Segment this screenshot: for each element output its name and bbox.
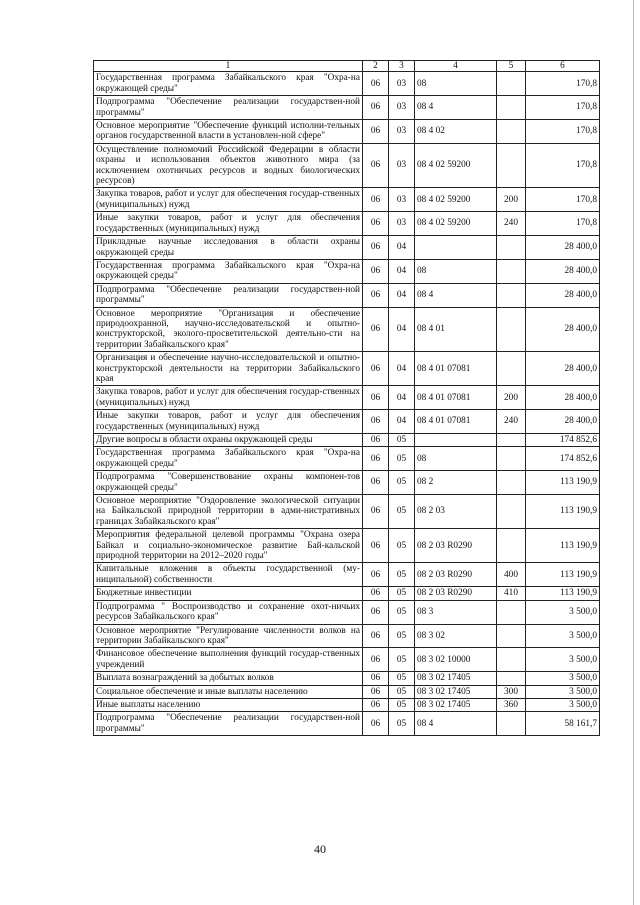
row-subsection-cell: 03 <box>389 120 415 144</box>
page-edge <box>633 0 634 905</box>
row-target-article-cell: 08 4 02 59200 <box>415 143 497 188</box>
table-row <box>94 624 600 648</box>
row-expense-type-cell <box>497 72 526 96</box>
row-target-article-cell: 08 2 03 <box>415 495 497 529</box>
row-name-cell: Государственная программа Забайкальского края "Охра-на окружающей среды" <box>94 447 363 471</box>
page-number: 40 <box>314 842 326 856</box>
row-expense-type-cell <box>497 283 526 307</box>
row-section-cell: 06 <box>363 648 389 672</box>
row-name-cell: Организация и обеспечение научно-исследовательской и опытно-конструкторской деятельности на территории Забайкальского края <box>94 352 363 386</box>
row-target-article-cell: 08 2 03 R0290 <box>415 529 497 563</box>
table-row <box>94 529 600 563</box>
row-section-cell: 06 <box>363 529 389 563</box>
row-name-cell: Мероприятия федеральной целевой программы "Охрана озера Байкал и социально-экономическое развитие Бай-кальской природной территории на 2012–2020 годы" <box>94 529 363 563</box>
row-subsection-cell: 05 <box>389 600 415 624</box>
table-row <box>94 143 600 188</box>
row-target-article-cell: 08 3 02 17405 <box>415 672 497 685</box>
row-name-cell: Иные закупки товаров, работ и услуг для обеспечения государственных (муниципальных) нужд <box>94 212 363 236</box>
row-amount-cell: 28 400,0 <box>526 283 600 307</box>
row-name-cell: Подпрограмма "Совершенствование охраны компонен-тов окружающей среды" <box>94 471 363 495</box>
row-target-article-cell: 08 3 <box>415 600 497 624</box>
row-expense-type-cell <box>497 648 526 672</box>
table-row <box>94 672 600 685</box>
row-expense-type-cell <box>497 712 526 736</box>
row-amount-cell: 170,8 <box>526 120 600 144</box>
row-expense-type-cell: 400 <box>497 563 526 587</box>
table-row <box>94 188 600 212</box>
table-row <box>94 386 600 410</box>
table-row <box>94 648 600 672</box>
table-row <box>94 587 600 600</box>
row-section-cell: 06 <box>363 563 389 587</box>
table-row <box>94 563 600 587</box>
row-section-cell: 06 <box>363 283 389 307</box>
row-amount-cell: 28 400,0 <box>526 352 600 386</box>
row-section-cell: 06 <box>363 672 389 685</box>
row-section-cell: 06 <box>363 212 389 236</box>
row-subsection-cell: 03 <box>389 72 415 96</box>
row-target-article-cell: 08 4 <box>415 96 497 120</box>
header-cell: 5 <box>497 61 526 72</box>
row-section-cell: 06 <box>363 307 389 352</box>
row-subsection-cell: 04 <box>389 283 415 307</box>
row-expense-type-cell: 360 <box>497 698 526 711</box>
row-name-cell: Подпрограмма "Обеспечение реализации государствен-ной программы" <box>94 283 363 307</box>
row-name-cell: Государственная программа Забайкальского края "Охра-на окружающей среды" <box>94 72 363 96</box>
row-name-cell: Основное мероприятие "Оздоровление экологической ситуации на Байкальской природной территории в адми-нистративных границах Забайкальского края" <box>94 495 363 529</box>
row-subsection-cell: 05 <box>389 648 415 672</box>
row-section-cell: 06 <box>363 352 389 386</box>
row-target-article-cell: 08 2 03 R0290 <box>415 587 497 600</box>
row-target-article-cell: 08 4 02 59200 <box>415 212 497 236</box>
row-target-article-cell: 08 4 01 <box>415 307 497 352</box>
row-expense-type-cell <box>497 672 526 685</box>
row-expense-type-cell <box>497 96 526 120</box>
row-section-cell: 06 <box>363 259 389 283</box>
row-target-article-cell <box>415 434 497 447</box>
table-row <box>94 259 600 283</box>
table-row <box>94 471 600 495</box>
row-subsection-cell: 04 <box>389 410 415 434</box>
row-target-article-cell: 08 3 02 10000 <box>415 648 497 672</box>
row-section-cell: 06 <box>363 143 389 188</box>
row-name-cell: Социальное обеспечение и иные выплаты населению <box>94 685 363 698</box>
table-row <box>94 712 600 736</box>
table-row <box>94 410 600 434</box>
row-target-article-cell: 08 4 <box>415 283 497 307</box>
row-section-cell: 06 <box>363 386 389 410</box>
header-cell: 1 <box>94 61 363 72</box>
row-subsection-cell: 05 <box>389 563 415 587</box>
row-target-article-cell: 08 2 03 R0290 <box>415 563 497 587</box>
table-header-row <box>94 61 600 72</box>
table-row <box>94 434 600 447</box>
row-subsection-cell: 04 <box>389 259 415 283</box>
row-subsection-cell: 05 <box>389 685 415 698</box>
row-section-cell: 06 <box>363 120 389 144</box>
row-expense-type-cell <box>497 236 526 260</box>
row-subsection-cell: 04 <box>389 236 415 260</box>
table-row <box>94 600 600 624</box>
table-row <box>94 212 600 236</box>
row-amount-cell: 3 500,0 <box>526 624 600 648</box>
row-subsection-cell: 05 <box>389 529 415 563</box>
row-section-cell: 06 <box>363 624 389 648</box>
table-row <box>94 495 600 529</box>
row-target-article-cell: 08 <box>415 259 497 283</box>
row-name-cell: Другие вопросы в области охраны окружающей среды <box>94 434 363 447</box>
table-row <box>94 236 600 260</box>
row-expense-type-cell <box>497 529 526 563</box>
row-target-article-cell: 08 4 01 07081 <box>415 352 497 386</box>
row-target-article-cell <box>415 236 497 260</box>
row-amount-cell: 28 400,0 <box>526 410 600 434</box>
row-amount-cell: 170,8 <box>526 72 600 96</box>
table-row <box>94 447 600 471</box>
row-section-cell: 06 <box>363 72 389 96</box>
row-subsection-cell: 03 <box>389 188 415 212</box>
row-target-article-cell: 08 2 <box>415 471 497 495</box>
row-name-cell: Основное мероприятие "Регулирование численности волков на территории Забайкальского края" <box>94 624 363 648</box>
row-amount-cell: 28 400,0 <box>526 259 600 283</box>
row-expense-type-cell <box>497 624 526 648</box>
row-amount-cell: 174 852,6 <box>526 447 600 471</box>
row-expense-type-cell <box>497 120 526 144</box>
table-row <box>94 685 600 698</box>
row-name-cell: Закупка товаров, работ и услуг для обеспечения государ-ственных (муниципальных) нужд <box>94 386 363 410</box>
row-section-cell: 06 <box>363 471 389 495</box>
header-cell: 6 <box>526 61 600 72</box>
row-subsection-cell: 03 <box>389 96 415 120</box>
row-amount-cell: 174 852,6 <box>526 434 600 447</box>
row-amount-cell: 3 500,0 <box>526 600 600 624</box>
table-row <box>94 283 600 307</box>
row-expense-type-cell <box>497 352 526 386</box>
row-expense-type-cell <box>497 259 526 283</box>
row-amount-cell: 28 400,0 <box>526 307 600 352</box>
row-name-cell: Иные выплаты населению <box>94 698 363 711</box>
row-amount-cell: 170,8 <box>526 143 600 188</box>
row-section-cell: 06 <box>363 236 389 260</box>
row-section-cell: 06 <box>363 600 389 624</box>
row-name-cell: Основное мероприятие "Организация и обеспечение природоохранной, научно-исследовательской и опытно-конструкторской, эколого-просветительской деятельно-сти на территории Забайкальского края" <box>94 307 363 352</box>
row-name-cell: Иные закупки товаров, работ и услуг для обеспечения государственных (муниципальных) нужд <box>94 410 363 434</box>
row-target-article-cell: 08 4 <box>415 712 497 736</box>
row-amount-cell: 28 400,0 <box>526 236 600 260</box>
row-subsection-cell: 05 <box>389 447 415 471</box>
row-subsection-cell: 05 <box>389 712 415 736</box>
row-amount-cell: 3 500,0 <box>526 672 600 685</box>
row-target-article-cell: 08 3 02 <box>415 624 497 648</box>
row-amount-cell: 3 500,0 <box>526 685 600 698</box>
row-name-cell: Подпрограмма "Обеспечение реализации государствен-ной программы" <box>94 96 363 120</box>
row-expense-type-cell: 200 <box>497 188 526 212</box>
row-subsection-cell: 05 <box>389 624 415 648</box>
row-amount-cell: 28 400,0 <box>526 386 600 410</box>
table-row <box>94 698 600 711</box>
row-target-article-cell: 08 <box>415 447 497 471</box>
row-amount-cell: 113 190,9 <box>526 495 600 529</box>
row-subsection-cell: 04 <box>389 307 415 352</box>
table-body <box>94 72 600 736</box>
row-amount-cell: 3 500,0 <box>526 698 600 711</box>
row-subsection-cell: 05 <box>389 434 415 447</box>
row-subsection-cell: 05 <box>389 672 415 685</box>
row-section-cell: 06 <box>363 447 389 471</box>
row-amount-cell: 170,8 <box>526 188 600 212</box>
row-section-cell: 06 <box>363 410 389 434</box>
row-name-cell: Основное мероприятие "Обеспечение функций исполни-тельных органов государственной власти в установлен-ной сфере" <box>94 120 363 144</box>
row-name-cell: Подпрограмма " Воспроизводство и сохранение охот-ничьих ресурсов Забайкальского края" <box>94 600 363 624</box>
row-name-cell: Выплата вознаграждений за добытых волков <box>94 672 363 685</box>
table-row <box>94 96 600 120</box>
row-expense-type-cell: 300 <box>497 685 526 698</box>
row-amount-cell: 170,8 <box>526 212 600 236</box>
row-target-article-cell: 08 4 01 07081 <box>415 410 497 434</box>
row-subsection-cell: 05 <box>389 495 415 529</box>
row-expense-type-cell: 240 <box>497 410 526 434</box>
row-expense-type-cell <box>497 600 526 624</box>
row-subsection-cell: 04 <box>389 352 415 386</box>
table-row <box>94 72 600 96</box>
row-expense-type-cell: 200 <box>497 386 526 410</box>
header-cell: 4 <box>415 61 497 72</box>
header-cell: 3 <box>389 61 415 72</box>
row-section-cell: 06 <box>363 698 389 711</box>
budget-table <box>93 60 600 736</box>
row-amount-cell: 113 190,9 <box>526 587 600 600</box>
row-expense-type-cell: 240 <box>497 212 526 236</box>
row-section-cell: 06 <box>363 587 389 600</box>
row-section-cell: 06 <box>363 96 389 120</box>
table-row <box>94 120 600 144</box>
row-name-cell: Подпрограмма "Обеспечение реализации государствен-ной программы" <box>94 712 363 736</box>
row-section-cell: 06 <box>363 685 389 698</box>
row-section-cell: 06 <box>363 188 389 212</box>
row-expense-type-cell <box>497 143 526 188</box>
row-expense-type-cell <box>497 434 526 447</box>
row-name-cell: Осуществление полномочий Российской Федерации в области охраны и использования объектов животного мира (за исключением охотничьих ресурсов и водных биологических ресурсов) <box>94 143 363 188</box>
row-subsection-cell: 04 <box>389 386 415 410</box>
row-subsection-cell: 05 <box>389 471 415 495</box>
row-target-article-cell: 08 4 01 07081 <box>415 386 497 410</box>
row-target-article-cell: 08 4 02 <box>415 120 497 144</box>
row-amount-cell: 113 190,9 <box>526 471 600 495</box>
header-cell: 2 <box>363 61 389 72</box>
row-amount-cell: 3 500,0 <box>526 648 600 672</box>
row-expense-type-cell <box>497 307 526 352</box>
table-row <box>94 352 600 386</box>
row-name-cell: Бюджетные инвестиции <box>94 587 363 600</box>
row-subsection-cell: 05 <box>389 587 415 600</box>
row-name-cell: Государственная программа Забайкальского края "Охра-на окружающей среды" <box>94 259 363 283</box>
table-row <box>94 307 600 352</box>
row-target-article-cell: 08 3 02 17405 <box>415 685 497 698</box>
row-amount-cell: 113 190,9 <box>526 529 600 563</box>
row-target-article-cell: 08 4 02 59200 <box>415 188 497 212</box>
row-expense-type-cell: 410 <box>497 587 526 600</box>
row-amount-cell: 58 161,7 <box>526 712 600 736</box>
row-section-cell: 06 <box>363 712 389 736</box>
row-name-cell: Капитальные вложения в объекты государственной (му-ниципальной) собственности <box>94 563 363 587</box>
row-amount-cell: 170,8 <box>526 96 600 120</box>
row-subsection-cell: 03 <box>389 143 415 188</box>
row-name-cell: Финансовое обеспечение выполнения функций государ-ственных учреждений <box>94 648 363 672</box>
row-name-cell: Прикладные научные исследования в области охраны окружающей среды <box>94 236 363 260</box>
row-expense-type-cell <box>497 471 526 495</box>
row-target-article-cell: 08 <box>415 72 497 96</box>
row-subsection-cell: 05 <box>389 698 415 711</box>
row-target-article-cell: 08 3 02 17405 <box>415 698 497 711</box>
row-expense-type-cell <box>497 495 526 529</box>
row-amount-cell: 113 190,9 <box>526 563 600 587</box>
row-section-cell: 06 <box>363 495 389 529</box>
row-subsection-cell: 03 <box>389 212 415 236</box>
row-name-cell: Закупка товаров, работ и услуг для обеспечения государ-ственных (муниципальных) нужд <box>94 188 363 212</box>
row-expense-type-cell <box>497 447 526 471</box>
row-section-cell: 06 <box>363 434 389 447</box>
